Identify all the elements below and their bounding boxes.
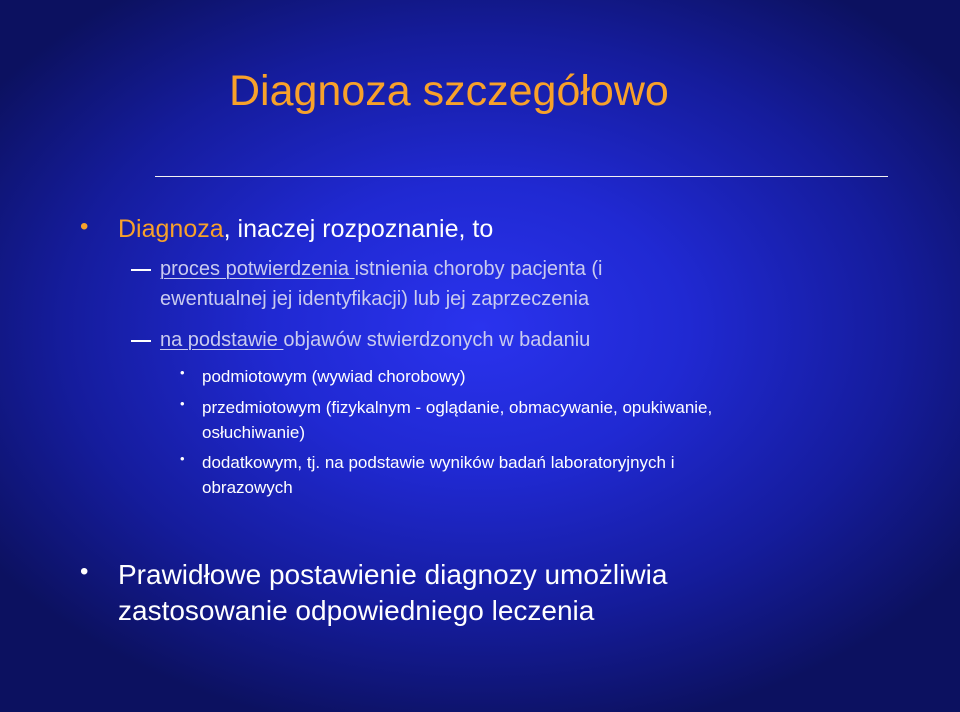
bullet-diagnoza-highlight: Diagnoza — [118, 215, 224, 243]
sub-item-podstawie-underlined: na podstawie — [160, 329, 284, 351]
list-item-podmiotowym: podmiotowym (wywiad chorobowy) — [202, 367, 466, 386]
bullet-dot-icon: • — [180, 396, 185, 411]
bullet-dot-icon: • — [80, 213, 89, 240]
slide-title: Diagnoza szczegółowo — [229, 67, 669, 115]
sub-item-podstawie — [160, 330, 590, 350]
bullet-dot-icon: • — [180, 365, 185, 380]
sub-item-proces-line1 — [160, 259, 602, 279]
sub-item-podstawie-rest: objawów stwierdzonych w badaniu — [283, 329, 591, 351]
sub-item-proces-underlined: proces potwierdzenia — [160, 258, 355, 280]
bullet-diagnoza-rest: , inaczej rozpoznanie, to — [223, 215, 494, 243]
bullet-dot-icon: • — [180, 451, 185, 466]
bullet-dot-icon: • — [80, 558, 89, 585]
dash-icon — [131, 269, 151, 271]
list-item-przedmiotowym-line1: przedmiotowym (fizykalnym - oglądanie, obmacywanie, opukiwanie, — [202, 398, 713, 417]
dash-icon — [131, 340, 151, 342]
sub-item-proces-rest: istnienia choroby pacjenta (i — [354, 258, 603, 280]
sub-item-proces-line2: ewentualnej jej identyfikacji) lub jej zaprzeczenia — [160, 288, 590, 310]
list-item-dodatkowym-line1: dodatkowym, tj. na podstawie wyników badań laboratoryjnych i — [202, 453, 675, 472]
bullet-diagnoza — [118, 217, 493, 242]
title-divider — [155, 176, 888, 177]
bullet-prawidlowe-line2: zastosowanie odpowiedniego leczenia — [118, 595, 595, 626]
bullet-prawidlowe-line1: Prawidłowe postawienie diagnozy umożliwia — [118, 559, 668, 590]
list-item-przedmiotowym-line2: osłuchiwanie) — [202, 423, 305, 442]
list-item-dodatkowym-line2: obrazowych — [202, 478, 293, 497]
